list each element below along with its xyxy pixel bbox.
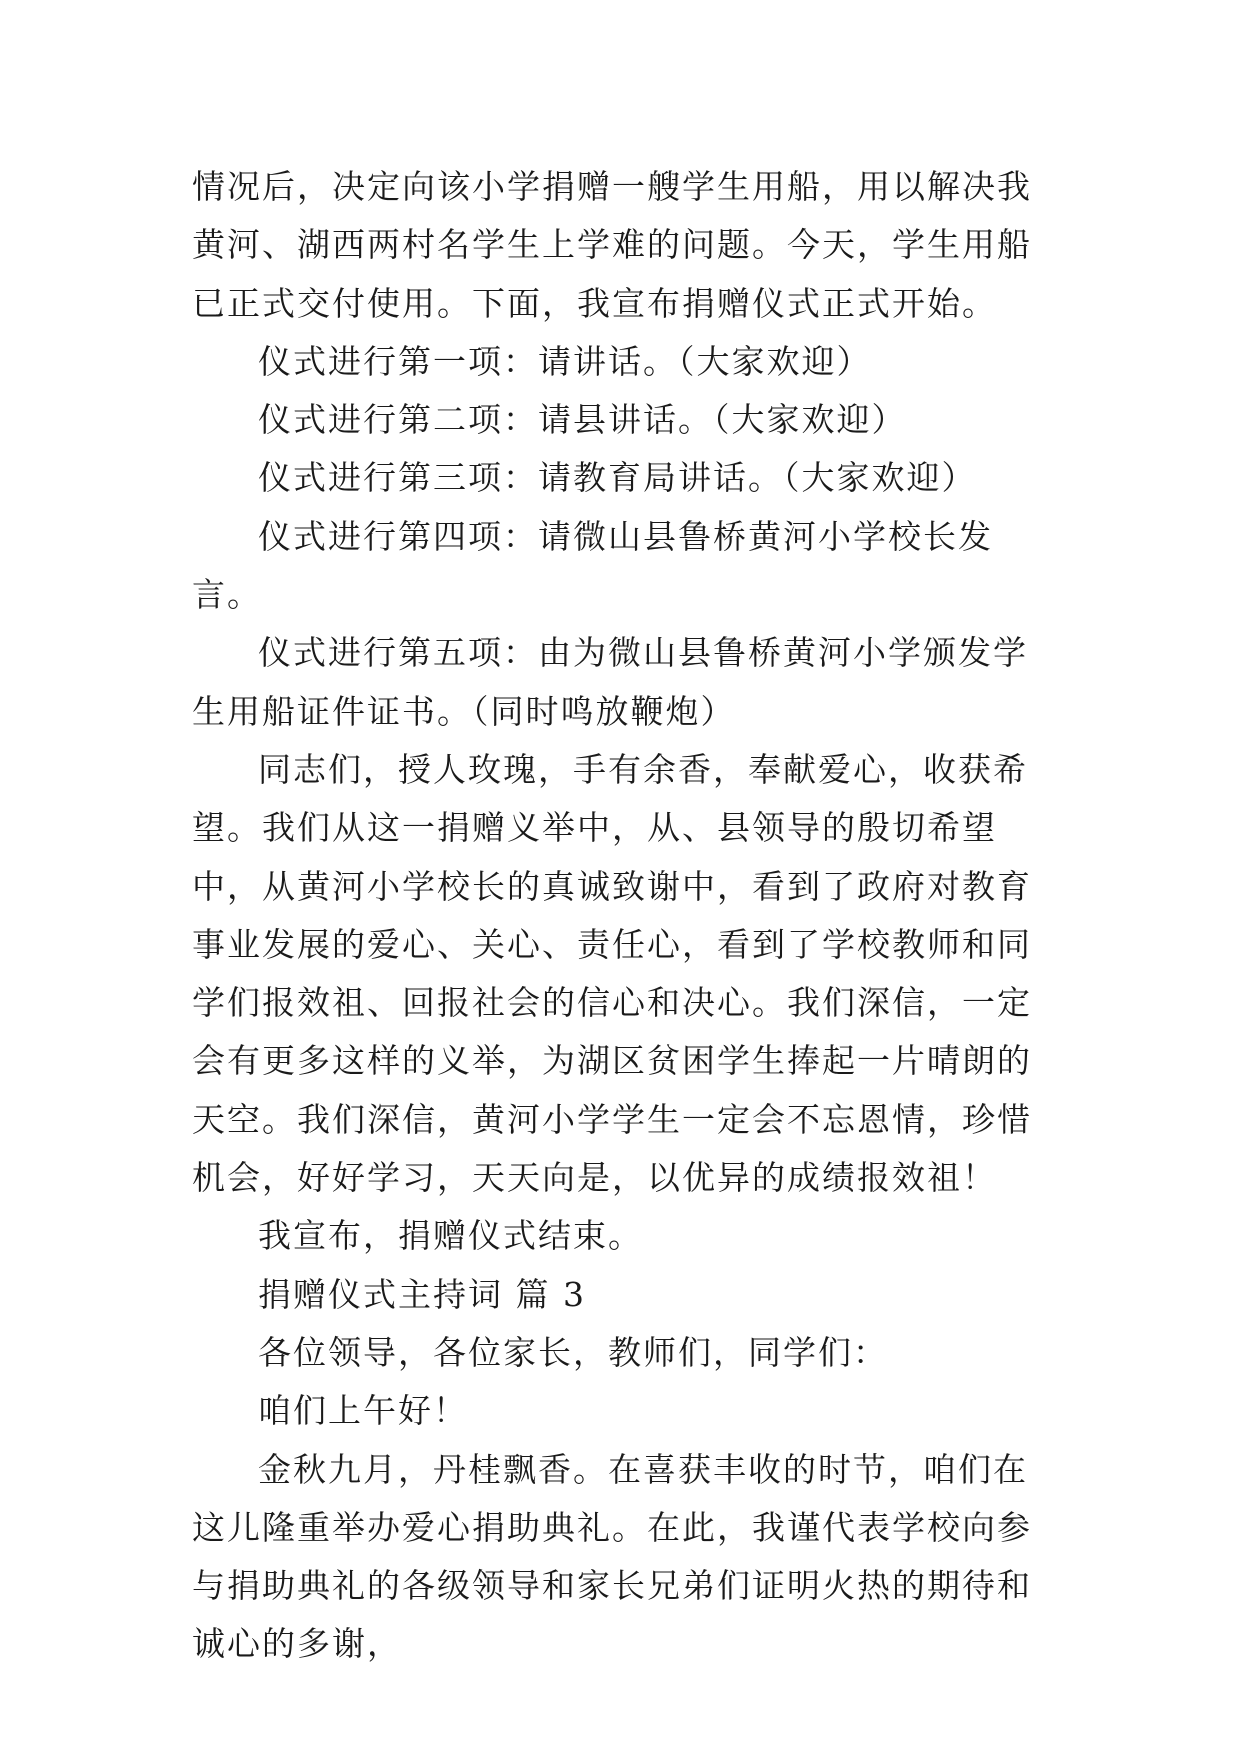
paragraph: 同志们，授人玫瑰，手有余香，奉献爱心，收获希望。我们从这一捐赠义举中，从、县领导的殷切希望中，从黄河小学校长的真诚致谢中，看到了政府对教育事业发展的爱心、关心、责任心，看到了学校教师和同学们报效祖、回报社会的信心和决心。我们深信，一定会有更多这样的义举，为湖区贫困学生捧起一片晴朗的天空。我们深信，黄河小学学生一定会不忘恩情，珍惜机会，好好学习，天天向是，以优异的成绩报效祖！ — [192, 749, 1032, 1198]
paragraph: 仪式进行第五项：由为微山县鲁桥黄河小学颁发学生用船证件证书。（同时鸣放鞭炮） — [192, 633, 1028, 731]
paragraph: 仪式进行第四项：请微山县鲁桥黄河小学校长发言。 — [192, 516, 993, 615]
paragraph: 咱们上午好！ — [258, 1391, 468, 1431]
paragraph: 金秋九月，丹桂飘香。在喜获丰收的时节，咱们在这儿隆重举办爱心捐助典礼。在此，我谨代表学校向参与捐助典礼的各级领导和家长兄弟们证明火热的期待和诚心的多谢， — [192, 1449, 1032, 1664]
paragraph: 仪式进行第三项：请教育局讲话。（大家欢迎） — [258, 458, 977, 498]
document-body — [192, 158, 1052, 1674]
paragraph: 仪式进行第二项：请县讲话。（大家欢迎） — [258, 400, 907, 440]
paragraph: 情况后，决定向该小学捐赠一艘学生用船，用以解决我黄河、湖西两村名学生上学难的问题。今天，学生用船已正式交付使用。下面，我宣布捐赠仪式正式开始。 — [192, 167, 1032, 323]
paragraph: 我宣布，捐赠仪式结束。 — [258, 1216, 643, 1256]
section-heading: 捐赠仪式主持词 篇 3 — [258, 1274, 586, 1314]
paragraph: 各位领导，各位家长，教师们，同学们： — [258, 1332, 888, 1372]
paragraph: 仪式进行第一项：请讲话。（大家欢迎） — [258, 341, 872, 381]
